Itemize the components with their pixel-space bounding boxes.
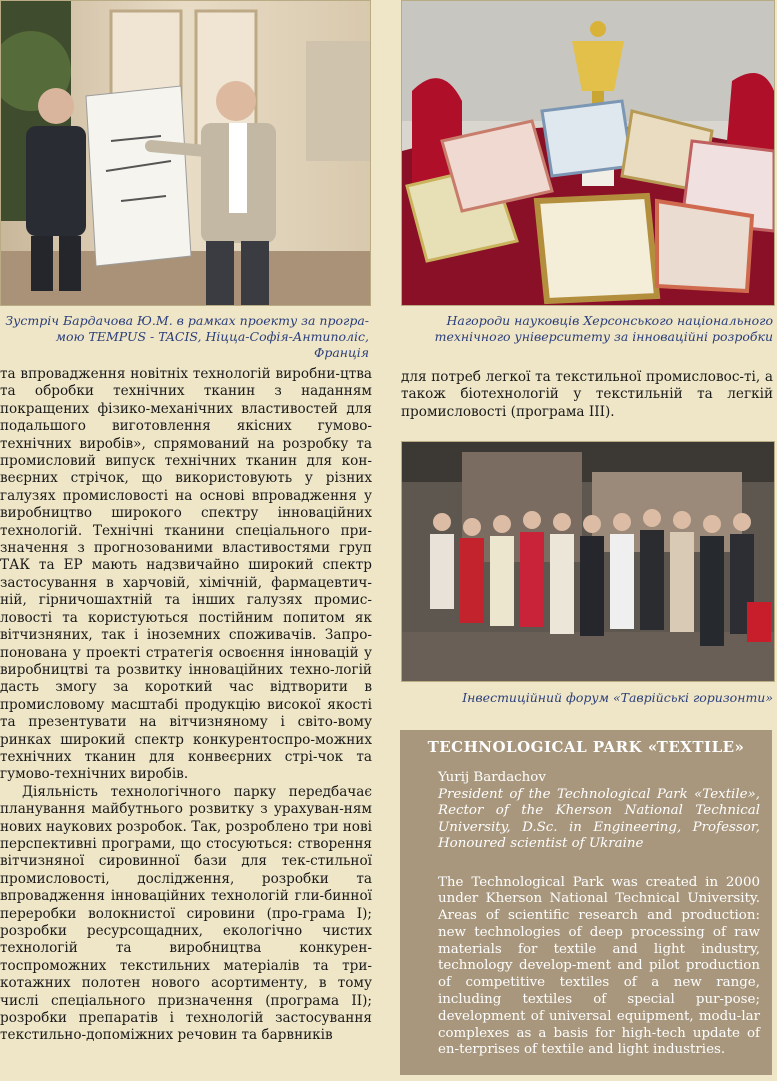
- article-paragraph: Діяльність технологічного парку передбачає планування майбутнього розвитку з урахуван-ням нових наукових розробок. Так, розроблено три нові перспективні програми, що стосуються: створення вітчизняної сировинної бази для тек-стильної промисловості, дослідження, розробки та впровадження інноваційних технологій гли-бинної переробки волокнистої сировини (про-грама І); розробки ресурсощадних, екологічно чистих технологій та виробництва конкурен-тоспроможних текстильних матеріалів та три-котажних полотен нового асортименту, в тому числі спеціального призначення (програма ІІ); розробки препаратів і технологій застосування текстильно-допоміжних речовин та барвників: [0, 783, 372, 1044]
- photo-forum: [401, 441, 775, 682]
- summary-author: Yurij Bardachov: [438, 770, 546, 785]
- caption-line: мою TEMPUS - TACIS, Ніцца-Софія-Антиполіс, Франція: [55, 329, 369, 360]
- summary-body: The Technological Park was created in 2000 under Kherson National Technical University. Areas of scientific research and production: new technologies of deep processing of raw materials for textile and light industry, technology develop-ment and pilot production of competitive textiles of a new range, including textiles of special pur-pose; development of universal equipment, modu-lar complexes as a basis for high-tech update of en-terprises of textile and light industries.: [438, 874, 760, 1058]
- article-paragraph: для потреб легкої та текстильної промисловос-ті, а також біотехнологій у текстильній та легкій промисловості (програма ІІІ).: [401, 369, 773, 420]
- left-column-text: [0, 366, 372, 1045]
- english-summary-box: [400, 730, 772, 1075]
- photo-meeting-caption: [0, 313, 369, 361]
- photo-meeting-image: [1, 1, 370, 305]
- right-column-text: [401, 369, 773, 421]
- caption-line: Інвестиційний форум «Таврійські горизонти»: [462, 690, 773, 705]
- summary-author-role: President of the Technological Park «Textile», Rector of the Kherson National Technical University, D.Sc. in Engineering, Professor, Honoured scientist of Ukraine: [438, 786, 760, 851]
- photo-awards-image: [402, 1, 774, 305]
- photo-awards-caption: [401, 313, 773, 345]
- photo-forum-caption: [401, 690, 773, 706]
- caption-line: технічного університету за інноваційні розробки: [434, 329, 773, 344]
- caption-line: Зустріч Бардачова Ю.М. в рамках проекту за програ-: [5, 313, 369, 328]
- summary-title: TECHNOLOGICAL PARK «TEXTILE»: [427, 738, 745, 756]
- caption-line: Нагороди науковців Херсонського національного: [446, 313, 773, 328]
- photo-awards: [401, 0, 775, 306]
- photo-meeting: [0, 0, 371, 306]
- photo-forum-image: [402, 442, 774, 681]
- article-paragraph: та впровадження новітніх технологій виробни-цтва та обробки технічних тканин з наданням покращених фізико-механічних властивостей для подальшого виготовлення якісних гумово-технічних виробів», спрямований на розробку та промисловий випуск технічних тканин для кон-веєрних стрічок, що використовують у різних галузях промисловості на основі впровадження у виробництво широкого спектру інноваційних технологій. Технічні тканини спеціального при-значення з прогнозованими властивостями груп ТАК та ЕР мають надзвичайно широкий спектр застосування в харчовій, хімічній, фармацевтич-ній, гірничошахтній та інших галузях промис-ловості та користуються постійним попитом як вітчизняних, так і іноземних споживачів. Запро-понована у проекті стратегія освоєння інновацій у виробництві та розвитку інноваційних техно-логій дасть змогу за короткий час відтворити в промисловому масштабі продукцію високої якості та презентувати на вітчизняному і світо-вому ринках широкий спектр конкурентоспро-можних технічних тканин для конвеєрних стрі-чок та гумово-технічних виробів.: [0, 366, 372, 783]
